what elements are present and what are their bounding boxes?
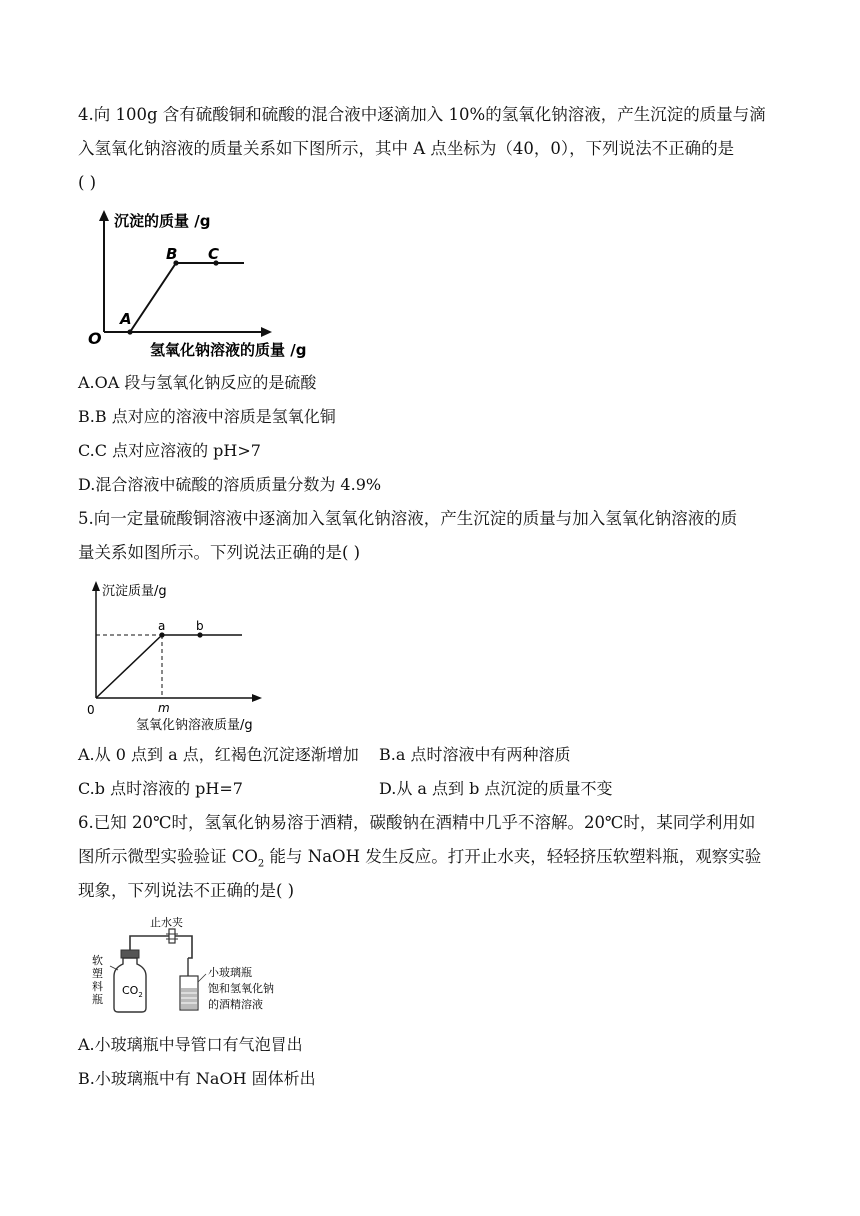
q5-option-c: C.b 点时溶液的 pH=7 <box>78 779 243 798</box>
q6-vial-label-1: 小玻璃瓶 <box>208 966 252 979</box>
q6-option-b: B.小玻璃瓶中有 NaOH 固体析出 <box>78 1069 316 1088</box>
q6-bottle-label-1: 软 <box>92 954 103 967</box>
q6-clamp <box>169 929 175 943</box>
q4-stem-line2: 入氢氧化钠溶液的质量关系如下图所示，其中 A 点坐标为（40，0），下列说法不正确的是 <box>78 139 735 158</box>
q5-stem-line2: 量关系如图所示。下列说法正确的是( ) <box>78 543 361 562</box>
q4-option-a: A.OA 段与氢氧化钠反应的是硫酸 <box>78 373 317 392</box>
q6-stem-line2-pre: 图所示微型实验验证 CO <box>78 847 258 866</box>
q4-y-arrow <box>99 210 109 221</box>
q6-gas-label-main: CO <box>122 984 139 997</box>
q5-b-label: b <box>196 619 204 633</box>
q6-stem-line2-post: 能与 NaOH 发生反应。打开止水夹，轻轻挤压软塑料瓶，观察实验 <box>264 847 762 866</box>
q5-x-arrow <box>252 694 262 702</box>
q5-stem-line1: 5.向一定量硫酸铜溶液中逐滴加入氢氧化钠溶液，产生沉淀的质量与加入氢氧化钠溶液的质 <box>78 509 738 528</box>
q4-y-label: 沉淀的质量 /g <box>114 212 211 230</box>
q6-bottle-cap <box>121 950 139 958</box>
q4-b-label: B <box>166 245 178 263</box>
q4-option-c: C.C 点对应溶液的 pH>7 <box>78 441 261 460</box>
q4-figure <box>82 206 372 366</box>
q6-figure <box>84 912 314 1022</box>
q4-stem-line3: ( ) <box>78 173 97 192</box>
q4-x-label: 氢氧化钠溶液的质量 /g <box>150 341 307 359</box>
q5-option-a: A.从 0 点到 a 点，红褐色沉淀逐渐增加 <box>78 745 359 764</box>
q4-stem-line1: 4.向 100g 含有硫酸铜和硫酸的混合液中逐滴加入 10%的氢氧化钠溶液，产生沉淀的质量与滴 <box>78 105 766 124</box>
q5-figure <box>82 576 282 736</box>
q5-origin-label: 0 <box>87 703 95 717</box>
q4-option-d: D.混合溶液中硫酸的溶质质量分数为 4.9% <box>78 475 382 494</box>
q4-x-arrow <box>261 327 272 337</box>
q4-point-a <box>127 329 132 334</box>
q6-stem-line2-sub: 2 <box>257 858 265 870</box>
q6-stem-line1: 6.已知 20℃时，氢氧化钠易溶于酒精，碳酸钠在酒精中几乎不溶解。20℃时，某同学利用如 <box>78 813 756 832</box>
q6-bottle-label-4: 瓶 <box>92 993 103 1006</box>
q5-point-b <box>197 632 202 637</box>
q5-y-label: 沉淀质量/g <box>102 584 167 599</box>
q6-bottle-label-2: 塑 <box>92 967 103 980</box>
q5-x-label: 氢氧化钠溶液质量/g <box>136 718 253 733</box>
q6-gas-label-sub: 2 <box>138 991 143 999</box>
q4-a-label: A <box>120 310 132 328</box>
q5-a-label: a <box>158 619 166 633</box>
q6-vial-label-2: 饱和氢氧化钠 <box>208 982 274 995</box>
q6-option-a: A.小玻璃瓶中导管口有气泡冒出 <box>78 1035 303 1054</box>
q4-line-ab <box>130 263 176 332</box>
q6-vial-label-3: 的酒精溶液 <box>208 998 263 1011</box>
q6-clamp-label: 止水夹 <box>150 916 183 929</box>
q5-point-a <box>159 632 164 637</box>
q5-m-label: m <box>158 701 170 715</box>
q6-stem-line3: 现象，下列说法不正确的是( ) <box>78 881 295 900</box>
q6-bottle-label-3: 料 <box>92 980 103 993</box>
q5-option-b: B.a 点时溶液中有两种溶质 <box>379 745 571 764</box>
q5-option-d: D.从 a 点到 b 点沉淀的质量不变 <box>379 779 613 798</box>
q4-origin-label: O <box>88 329 102 348</box>
q5-line-rise <box>96 635 162 698</box>
q4-c-label: C <box>208 245 220 263</box>
q5-y-arrow <box>92 581 100 591</box>
q6-stem-line2 <box>78 846 761 875</box>
q4-option-b: B.B 点对应的溶液中溶质是氢氧化铜 <box>78 407 336 426</box>
